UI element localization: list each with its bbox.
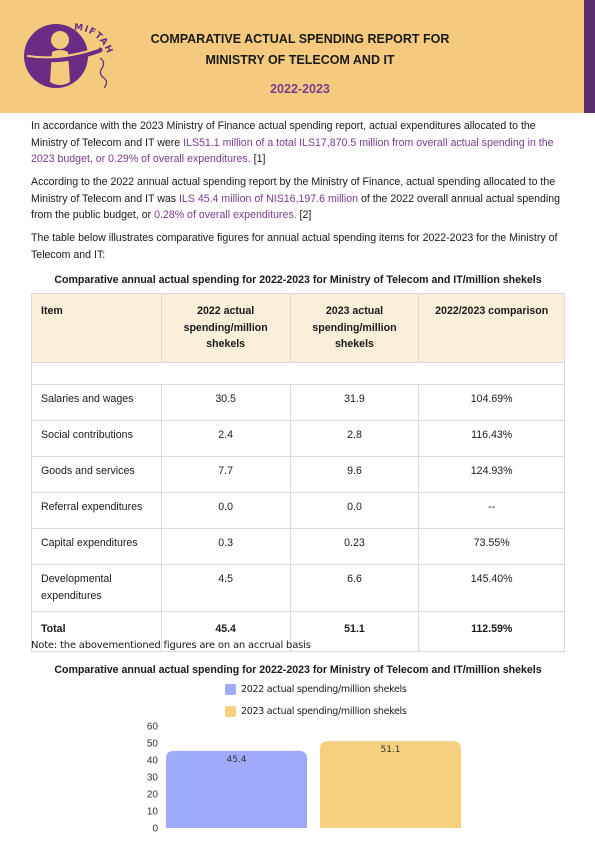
- legend-item-2022: [225, 684, 407, 695]
- cell-2023: 9.6: [290, 457, 419, 493]
- table-row: [32, 529, 565, 565]
- column-header-item: Item: [32, 294, 162, 363]
- cell-2022: 30.5: [161, 385, 290, 421]
- cell-2022: 0.3: [161, 529, 290, 565]
- y-tick-label: 30: [146, 772, 158, 784]
- highlight-2023-total: ILS51.1 million of a total ILS17,870.5 million from overall actual spending in the 2023 budget, or 0.29% of overall expenditures.: [31, 136, 554, 165]
- table-row: [32, 363, 565, 385]
- cell-2022: 45.4: [161, 612, 290, 652]
- cell-item: Social contributions: [32, 421, 162, 457]
- report-title-line2: MINISTRY OF TELECOM AND IT: [205, 53, 395, 67]
- paragraph-2023-spending: In accordance with the 2023 Ministry of Finance actual spending report, actual expenditures allocated to the Ministry of Telecom and IT were ILS51.1 million of a total ILS17,870.5 million from overall actual spending in the 2023 budget, or 0.29% of overall expenditures. [1]: [31, 120, 554, 165]
- cell-comparison: 104.69%: [419, 385, 565, 421]
- bar-value-label: 45.4: [226, 754, 247, 765]
- column-header-2023: 2023 actual spending/million shekels: [290, 294, 419, 363]
- table-header-row: [32, 294, 565, 363]
- table-row: [32, 493, 565, 529]
- cell-2022: 2.4: [161, 421, 290, 457]
- y-tick-label: 0: [152, 823, 158, 835]
- cell-2023: 0.0: [290, 493, 419, 529]
- cell-comparison: 124.93%: [419, 457, 565, 493]
- cell-item: Referral expenditures: [32, 493, 162, 529]
- cell-comparison: 112.59%: [419, 612, 565, 652]
- cell-comparison: 116.43%: [419, 421, 565, 457]
- y-tick-label: 60: [146, 721, 158, 733]
- spending-bar-chart: [120, 718, 480, 836]
- y-tick-label: 40: [146, 755, 158, 767]
- cell-comparison: 73.55%: [419, 529, 565, 565]
- legend-label-2023: 2023 actual spending/million shekels: [241, 706, 407, 717]
- cell-item: Capital expenditures: [32, 529, 162, 565]
- table-row: [32, 385, 565, 421]
- logo-text: MIFTAH: [73, 22, 115, 56]
- chart-title: Comparative annual actual spending for 2022-2023 for Ministry of Telecom and IT/million shekels: [54, 664, 542, 676]
- cell-2023: 0.23: [290, 529, 419, 565]
- legend-swatch-2022: [225, 684, 236, 695]
- table-title: Comparative annual actual spending for 2022-2023 for Ministry of Telecom and IT/million shekels: [54, 274, 542, 286]
- report-title-line1: COMPARATIVE ACTUAL SPENDING REPORT FOR: [150, 32, 450, 46]
- highlight-2022-share: 0.28% of overall expenditures.: [154, 209, 297, 221]
- bar-value-label: 51.1: [380, 745, 401, 756]
- y-tick-label: 50: [146, 738, 158, 750]
- cell-comparison: 145.40%: [419, 565, 565, 612]
- column-header-comparison: 2022/2023 comparison: [419, 294, 565, 363]
- table-row: [32, 565, 565, 612]
- cell-2023: 51.1: [290, 612, 419, 652]
- legend-swatch-2023: [225, 706, 236, 717]
- legend-label-2022: 2022 actual spending/million shekels: [241, 684, 407, 695]
- cell-comparison: --: [419, 493, 565, 529]
- spending-table: [31, 293, 565, 652]
- footnote-ref-2: [2]: [296, 209, 312, 221]
- table-row: [32, 421, 565, 457]
- accrual-note: Note: the abovementioned figures are on an accrual basis: [31, 640, 311, 651]
- column-header-2022: 2022 actual spending/million shekels: [161, 294, 290, 363]
- highlight-2022-total: ILS 45.4 million of NIS16,197.6 million: [178, 192, 358, 205]
- table-row: [32, 457, 565, 493]
- cell-2023: 6.6: [290, 565, 419, 612]
- y-tick-label: 20: [146, 789, 158, 801]
- paragraph-2022-spending: According to the 2022 annual actual spending report by the Ministry of Finance, actual spending allocated to the Ministry of Telecom and IT was ILS 45.4 million of NIS16,197.6 million of the 2022 overall annual actual spending from the public budget, or 0.28% of overall expenditures. [2]: [31, 176, 561, 221]
- header-accent-strip: [584, 0, 595, 113]
- paragraph-table-intro: The table below illustrates comparative figures for annual actual spending items for 2022-2023 for the Ministry of Telecom and IT:: [31, 232, 558, 261]
- cell-item: Salaries and wages: [32, 385, 162, 421]
- y-tick-label: 10: [146, 806, 158, 818]
- cell-2022: 7.7: [161, 457, 290, 493]
- cell-2022: 4.5: [161, 565, 290, 612]
- cell-item: Developmental expenditures: [32, 565, 162, 612]
- cell-2023: 2.8: [290, 421, 419, 457]
- report-year: 2022-2023: [270, 82, 330, 96]
- cell-2022: 0.0: [161, 493, 290, 529]
- legend-item-2023: [225, 706, 407, 717]
- cell-item: Goods and services: [32, 457, 162, 493]
- footnote-ref-1: [1]: [250, 153, 266, 165]
- cell-item: Total: [32, 612, 162, 652]
- cell-2023: 31.9: [290, 385, 419, 421]
